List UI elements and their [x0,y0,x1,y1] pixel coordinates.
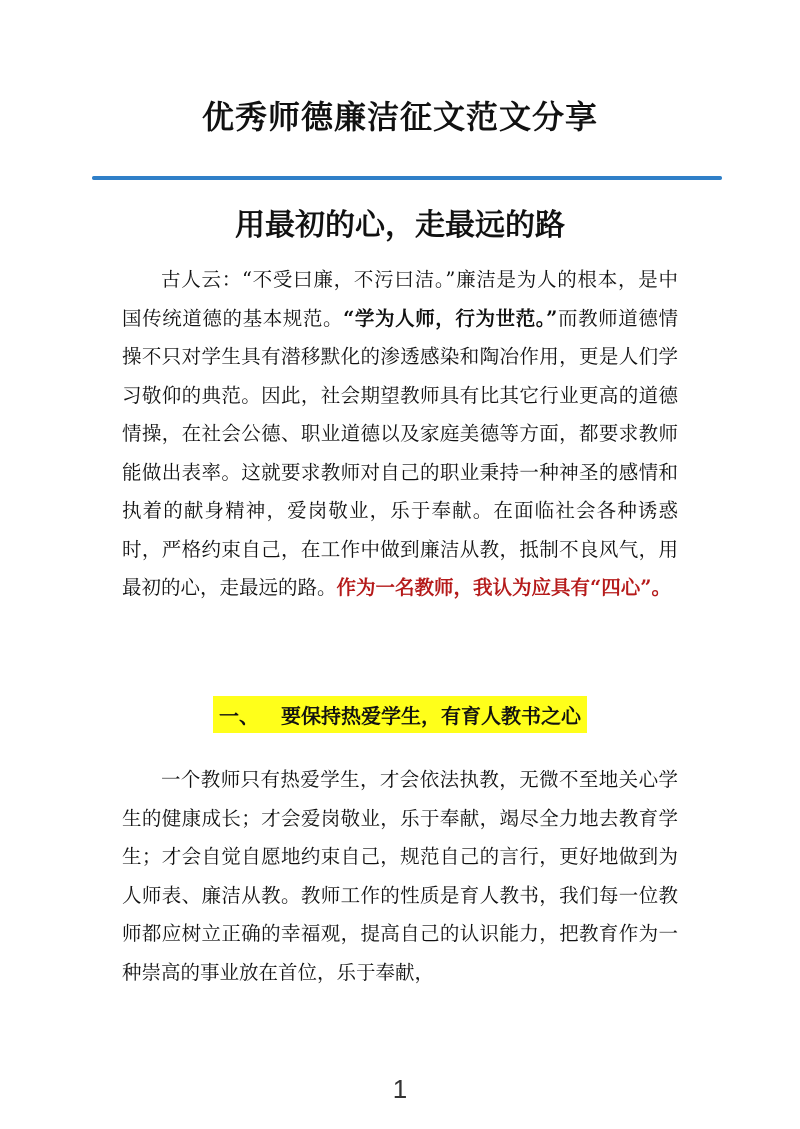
intro-text-part2: 而教师道德情操不只对学生具有潜移默化的渗透感染和陶冶作用，更是人们学习敬仰的典范。因此，社会期望教师具有比其它行业更高的道德情操，在社会公德、职业道德以及家庭美德等方面，都要求教师能做出表率。这就要求教师对自己的职业秉持一种神圣的感情和执着的献身精神，爱岗敬业，乐于奉献。在面临社会各种诱惑时，严格约束自己，在工作中做到廉洁从教，抵制不良风气，用最初的心，走最远的路。 [122,306,678,599]
section-number: 一、 [219,704,259,728]
intro-paragraph [122,261,678,608]
intro-text-part1: 古人云：“不受曰廉，不污曰洁。”廉洁是为人的根本，是中国传统道德的基本规范。 [122,268,678,330]
red-emphasis-sentence: 作为一名教师，我认为应具有“四心”。 [336,576,671,599]
essay-title: 用最初的心，走最远的路 [235,208,565,243]
section-paragraph: 一个教师只有热爱学生，才会依法执教，无微不至地关心学生的健康成长；才会爱岗敬业，乐于奉献，竭尽全力地去教育学生；才会自觉自愿地约束自己，规范自己的言行，更好地做到为人师表、廉洁从教。教师工作的性质是育人教书，我们每一位教师都应树立正确的幸福观，提高自己的认识能力，把教育作为一种崇高的事业放在首位，乐于奉献， [122,768,678,984]
bold-quote: “学为人师，行为世范。” [343,306,558,330]
document-title: 优秀师德廉洁征文范文分享 [201,98,598,136]
title-divider [92,176,722,180]
page-number: 1 [392,1074,408,1104]
section-heading-text: 要保持热爱学生，有育人教书之心 [281,704,581,728]
section-heading [0,696,800,733]
section-heading-highlight [213,696,587,733]
